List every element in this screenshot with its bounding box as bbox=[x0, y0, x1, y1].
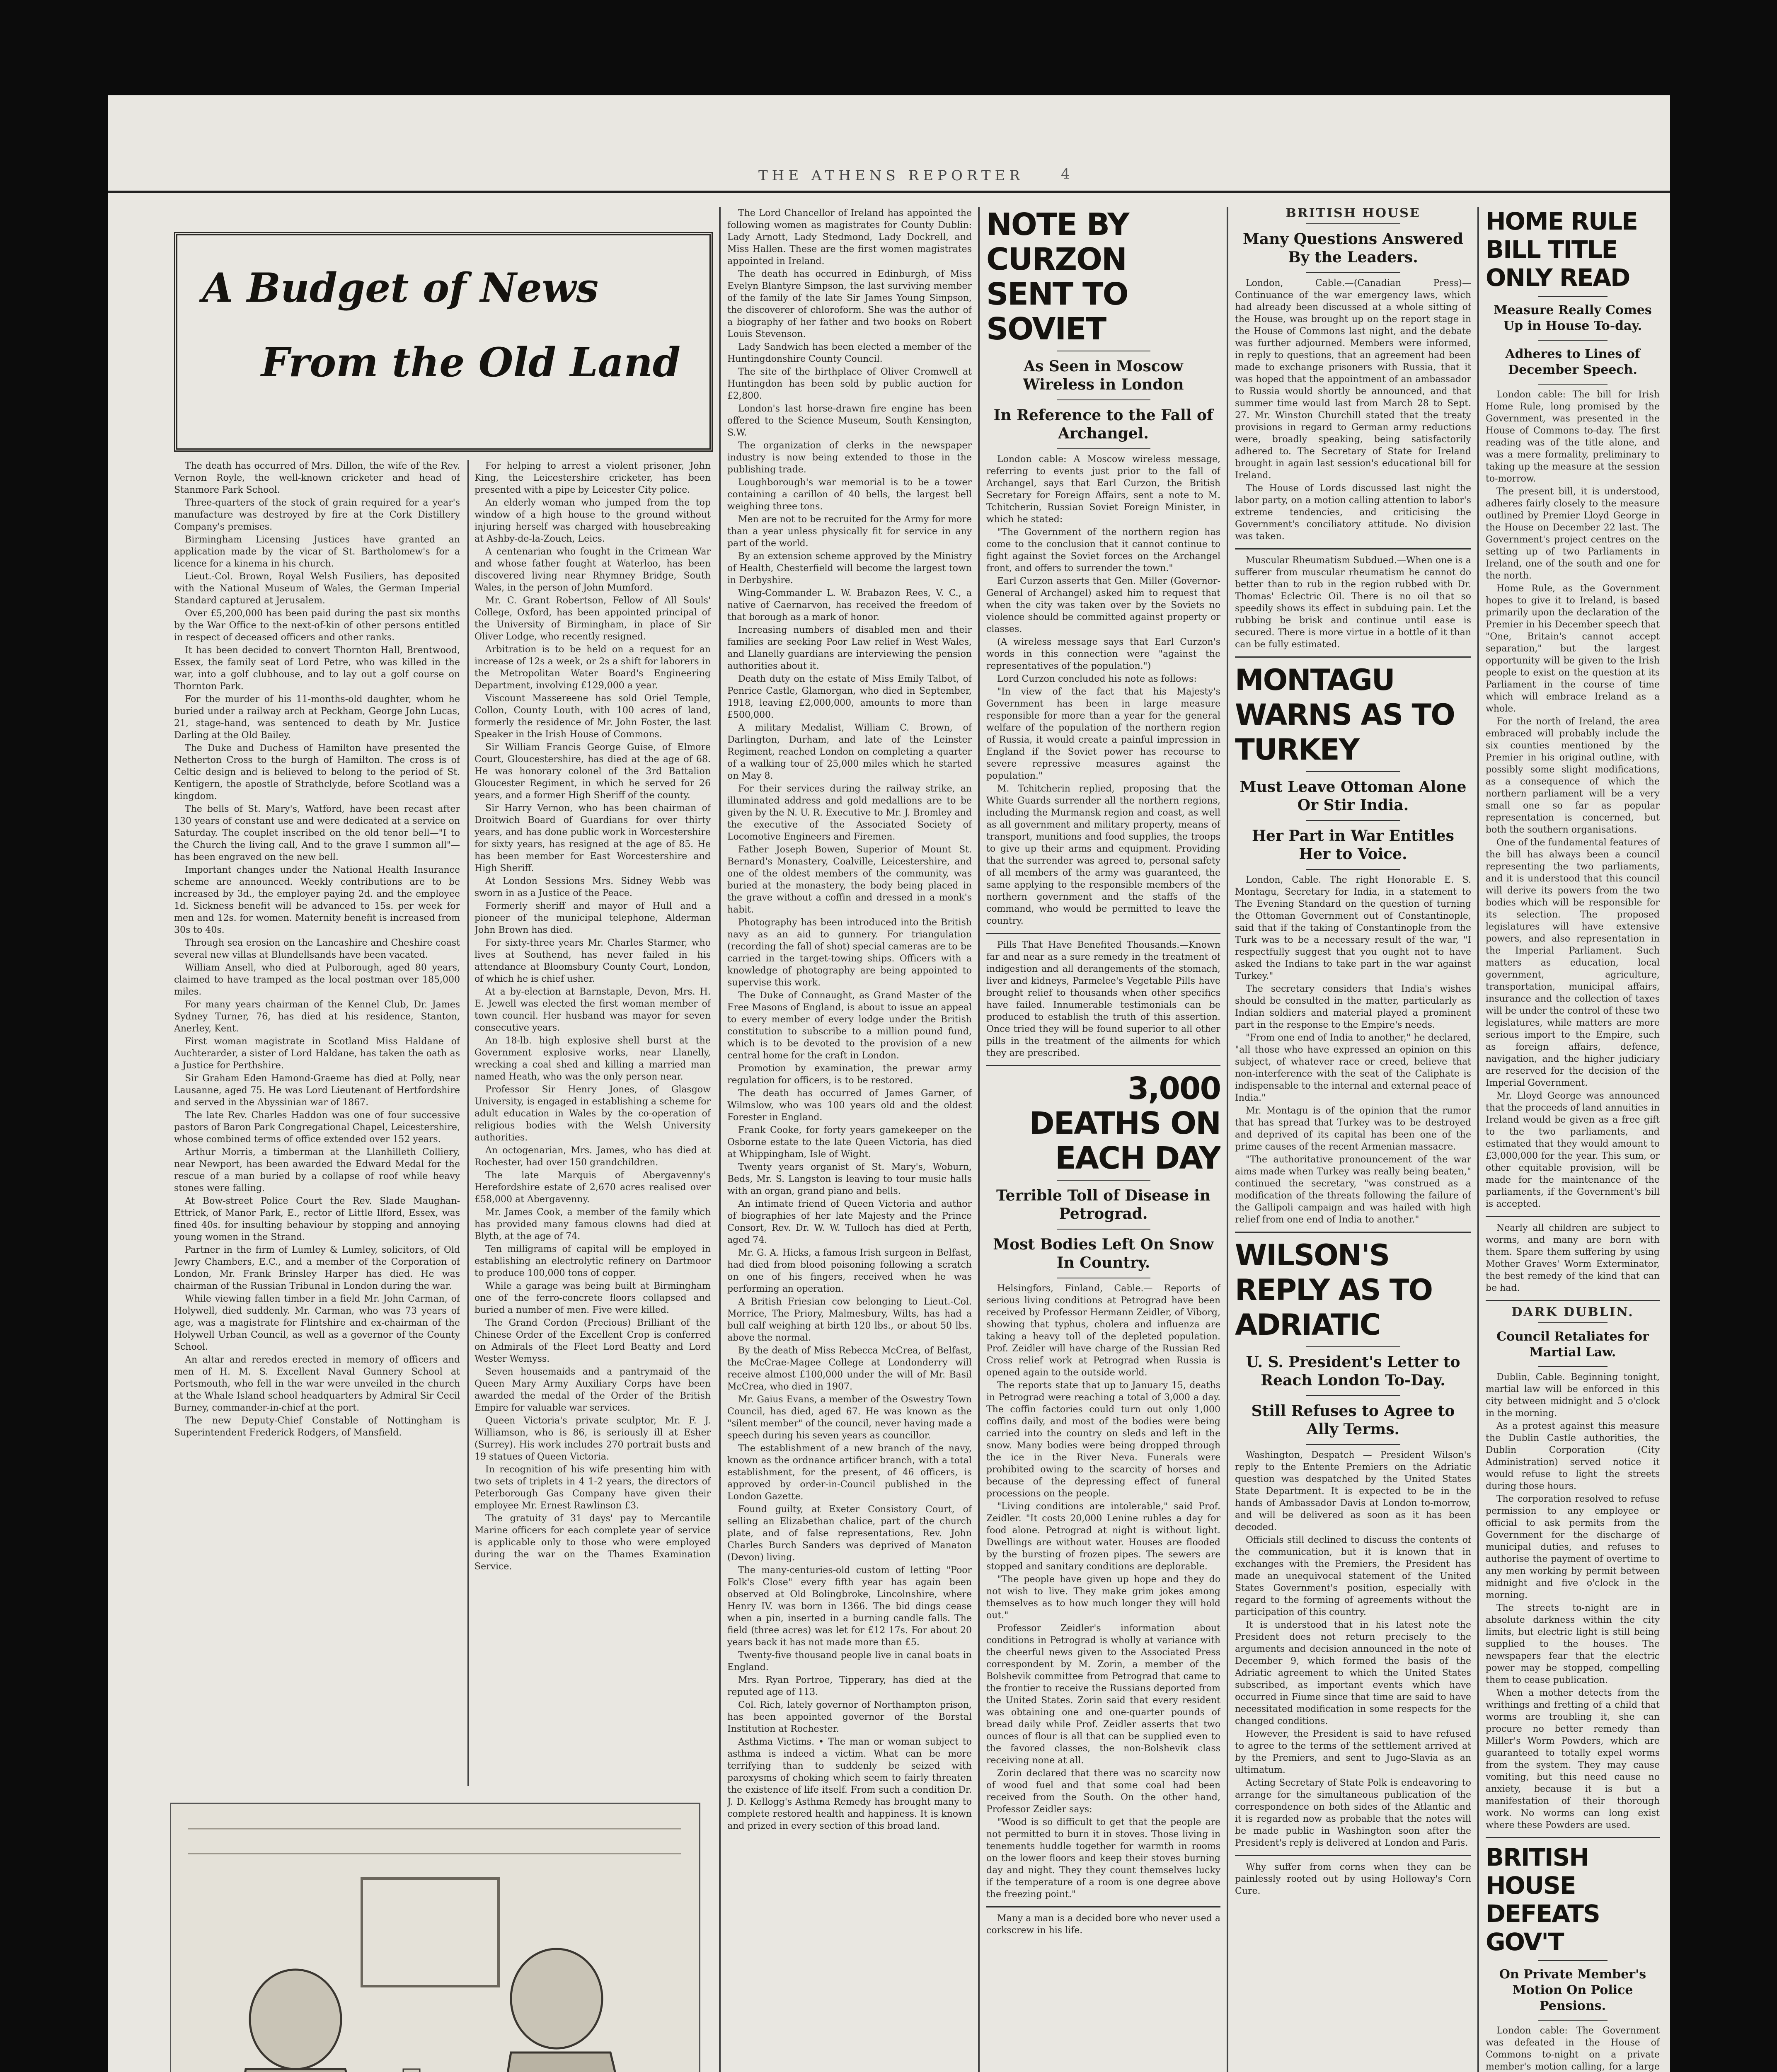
news-paragraph: Seven housemaids and a pantrymaid of the Queen Mary Army Auxiliary Corps have been awarded the medal of the Order of the British Empire for valuable war services. bbox=[475, 1367, 711, 1413]
news-paragraph: "The Government of the northern region has come to the conclusion that it cannot continue to fight against the Soviet forces on the Archangel front, and offers to surrender the town." bbox=[986, 527, 1220, 574]
column-rule bbox=[978, 207, 980, 2072]
news-paragraph: Loughborough's war memorial is to be a tower containing a carillon of 40 bells, the largest bell weighing three tons. bbox=[727, 477, 972, 512]
news-paragraph: When a mother detects from the writhings and fretting of a child that worms are troubling it, she can procure no better remedy than Miller's Worm Powders, which are guaranteed to totally expel worms from the system. They may cause vomiting, but this need cause no anxiety, because it is but a manifestation of their thorough work. No worms can long exist where these Powders are used. bbox=[1486, 1688, 1660, 1830]
masthead-title: THE ATHENS REPORTER bbox=[758, 167, 1024, 184]
montagu-deck-2: Her Part in War Entitles Her to Voice. bbox=[1252, 827, 1454, 863]
news-paragraph: Col. Rich, lately governor of Northampton prison, has been appointed governor of the Borstal Institution at Rochester. bbox=[727, 1700, 972, 1734]
news-paragraph: First woman magistrate in Scotland Miss Haldane of Auchterarder, a sister of Lord Haldane, has taken the oath as a Justice for Perthshire. bbox=[174, 1036, 460, 1071]
news-paragraph: Sir Harry Vernon, who has been chairman of Droitwich Board of Guardians for over thirty years, and has done public work in Worcestershire for sixty years, has resigned at the age of 85. He has been member for East Worcestershire and High Sheriff. bbox=[475, 803, 711, 874]
news-paragraph: The corporation resolved to refuse permission to any employee or official to ask permits from the Government for the discharge of municipal duties, and refuses to authorise the payment of overtime to any men working by permit between midnight and five o'clock in the morning. bbox=[1486, 1494, 1660, 1600]
news-paragraph: As a protest against this measure the Dublin Castle authorities, the Dublin Corporation (City Administration) served notice it would refuse to light the streets during those hours. bbox=[1486, 1421, 1660, 1491]
news-paragraph: Through sea erosion on the Lancashire and Cheshire coast several new villas at Blundellsands have been vacated. bbox=[174, 938, 460, 960]
news-paragraph: Sir Graham Eden Hamond-Graeme has died at Polly, near Lausanne, aged 75. He was Lord Lieutenant of Hertfordshire and served in the Abyssinian war of 1867. bbox=[174, 1073, 460, 1108]
news-paragraph: An altar and reredos erected in memory of officers and men of H. M. S. Excellent Naval Gunnery School at Portsmouth, who fell in the war were unveiled in the church at the Whale Island school headquarters by Admiral Sir Cecil Burney, commander-in-chief at the port. bbox=[174, 1355, 460, 1413]
news-paragraph: Lord Curzon concluded his note as follows: bbox=[997, 674, 1197, 684]
british-house-deck: Many Questions Answered By the Leaders. bbox=[1242, 230, 1464, 266]
news-paragraph: M. Tchitcherin replied, proposing that the White Guards surrender all the northern regions, including the Murmansk region and coast, as well as all government and military property, means of transport, munitions and food supplies, the troops to give up their arms and equipment. Providing that the surrender was agreed to, personal safety of all members of the army was guaranteed, the same applying to the responsible members of the northern government and the staffs of the command, who would be permitted to leave the country. bbox=[986, 784, 1220, 926]
petrograd-story bbox=[986, 1283, 1220, 1900]
news-paragraph: A British Friesian cow belonging to Lieut.-Col. Morrice, The Priory, Malmesbury, Wilts, has had a bull calf weighing at birth 120 lbs., or about 50 lbs. above the normal. bbox=[727, 1297, 972, 1343]
news-paragraph: Professor Zeidler's information about conditions in Petrograd is wholly at variance with the cheerful news given to the Associated Press correspondent by M. Zorin, a member of the Bolshevik committee from Petrograd that came to the frontier to receive the Russians deported from the United States. Zorin said that every resident was obtaining one and one-quarter pounds of bread daily while Prof. Zeidler asserts that two ounces of flour is all that can be supplied even to the favored classes, the non-Bolshevik class receiving none at all. bbox=[986, 1623, 1220, 1766]
home-rule-deck-1: Measure Really Comes Up in House To-day. bbox=[1494, 303, 1652, 333]
news-paragraph: However, the President is said to have refused to agree to the terms of the settlement arrived at by the Premiers, and sent to Jugo-Slavia as an ultimatum. bbox=[1235, 1729, 1471, 1775]
column-rule bbox=[467, 460, 469, 1786]
news-paragraph: It has been decided to convert Thornton Hall, Brentwood, Essex, the family seat of Lord Petre, who was killed in the war, into a golf clubhouse, and to lay out a golf course on Thornton Park. bbox=[174, 645, 460, 692]
news-paragraph: For sixty-three years Mr. Charles Starmer, who lives at Southend, has never failed in his attendance at Bloomsbury County Court, London, of which he is chief usher. bbox=[475, 938, 711, 984]
curzon-deck-2: In Reference to the Fall of Archangel. bbox=[993, 407, 1213, 442]
news-paragraph: Found guilty, at Exeter Consistory Court, of selling an Elizabethan chalice, part of the church plate, and of false representations, Rev. John Charles Burch Sanders was deprived of Manaton (Devon) living. bbox=[727, 1504, 972, 1563]
news-paragraph: (A wireless message says that Earl Curzon's words in this connection were "against the representatives of the population.") bbox=[986, 637, 1220, 671]
montagu-story bbox=[1235, 874, 1471, 1226]
news-paragraph: Wing-Commander L. W. Brabazon Rees, V. C., a native of Caernarvon, has received the freedom of that borough as a mark of honor. bbox=[727, 588, 972, 622]
news-paragraph: Mr. Montagu is of the opinion that the rumor that has spread that Turkey was to be destroyed and deprived of its capital has been one of the prime causes of the recent Armenian massacre. bbox=[1235, 1106, 1471, 1152]
news-paragraph: "The people have given up hope and they do not wish to live. They make grim jokes among themselves as to how much longer they will hold out." bbox=[986, 1574, 1220, 1621]
curzon-deck-1: As Seen in Moscow Wireless in London bbox=[1023, 358, 1184, 393]
news-paragraph: By an extension scheme approved by the Ministry of Health, Chesterfield will become the largest town in Derbyshire. bbox=[727, 551, 972, 586]
news-paragraph: Men are not to be recruited for the Army for more than a year unless physically fit for service in any part of the world. bbox=[727, 514, 972, 549]
news-paragraph: Photography has been introduced into the British navy as an aid to gunnery. For triangulation (recording the fall of shot) special cameras are to be carried in the target-towing ships. Officers with a knowledge of photography are being appointed to supervise this work. bbox=[727, 917, 972, 988]
news-paragraph: At London Sessions Mrs. Sidney Webb was sworn in as a Justice of the Peace. bbox=[475, 876, 711, 898]
news-paragraph: An elderly woman who jumped from the top window of a high house to the ground without injuring herself was charged with housebreaking at Ashby-de-la-Zouch, Leics. bbox=[475, 498, 711, 544]
column-rule bbox=[1477, 207, 1479, 2072]
wilson-deck-2: Still Refuses to Agree to Ally Terms. bbox=[1251, 1402, 1455, 1438]
news-paragraph: "The authoritative pronouncement of the war aims made when Turkey was really being beaten," continued the secretary, "was construed as a modification of the threats following the failure of the Gallipoli campaign and was hailed with high relief from one end of India to another." bbox=[1235, 1155, 1471, 1225]
news-paragraph: The many-centuries-old custom of letting "Poor Folk's Close" every fifth year has again been observed at Old Bolingbroke, Lincolnshire, where Henry IV. was born in 1366. The bid dings cease when a pin, inserted in a burning candle falls. The field (three acres) was let for £12 17s. For about 20 years back it has not made more than £5. bbox=[727, 1565, 972, 1648]
news-paragraph: Mrs. Ryan Portroe, Tipperary, has died at the reputed age of 113. bbox=[727, 1675, 972, 1697]
news-paragraph: Helsingfors, Finland, Cable.— Reports of serious living conditions at Petrograd have been received by Professor Hermann Zeidler, of Viborg, showing that typhus, cholera and influenza are taking a heavy toll of the depleted population. Prof. Zeidler will have charge of the Russian Red Cross relief work at Petrograd when Russia is opened again to the outside world. bbox=[986, 1283, 1220, 1378]
news-paragraph: The Grand Cordon (Precious) Brilliant of the Chinese Order of the Excellent Crop is conferred on Admirals of the Fleet Lord Beatty and Lord Wester Wemyss. bbox=[475, 1318, 711, 1364]
news-paragraph: Increasing numbers of disabled men and their families are seeking Poor Law relief in West Wales, and Llanelly guardians are interviewing the pension authorities about it. bbox=[727, 625, 972, 671]
news-paragraph: For many years chairman of the Kennel Club, Dr. James Sydney Turner, 76, has died at his residence, Stanton, Anerley, Kent. bbox=[174, 1000, 460, 1034]
news-paragraph: The organization of clerks in the newspaper industry is now being extended to those in the publishing trade. bbox=[727, 441, 972, 475]
news-paragraph: Partner in the firm of Lumley & Lumley, solicitors, of Old Jewry Chambers, E.C., and a member of the Corporation of London, Mr. Frank Brinsley Harper has died. He was chairman of the Russian Tribunal in London during the war. bbox=[174, 1245, 460, 1291]
news-paragraph: The new Deputy-Chief Constable of Nottingham is Superintendent Frederick Rodgers, of Mansfield. bbox=[174, 1416, 460, 1438]
british-house-title: BRITISH HOUSE bbox=[1286, 207, 1421, 220]
news-paragraph: Twenty-five thousand people live in canal boats in England. bbox=[727, 1650, 972, 1673]
news-paragraph: In recognition of his wife presenting him with two sets of triplets in 4 1-2 years, the directors of Peterborough Gas Company have given their employee Mr. Ernest Rawlinson £3. bbox=[475, 1464, 711, 1511]
dark-dublin-title: DARK DUBLIN. bbox=[1511, 1305, 1634, 1319]
news-paragraph: The late Marquis of Abergavenny's Herefordshire estate of 2,670 acres realised over £58,000 at Abergavenny. bbox=[475, 1170, 711, 1205]
masthead bbox=[108, 166, 1670, 193]
news-paragraph: London cable: A Moscow wireless message, referring to events just prior to the fall of Archangel, says that Earl Curzon, the British Secretary for Foreign Affairs, sent a note to M. Tchitcherin, Russian Soviet Foreign Minister, in which he stated: bbox=[986, 454, 1220, 525]
wilson-deck-1: U. S. President's Letter to Reach London To-Day. bbox=[1246, 1353, 1460, 1389]
news-paragraph: Dublin, Cable. Beginning tonight, martial law will be enforced in this city between midnight and 5 o'clock in the morning. bbox=[1486, 1372, 1660, 1418]
news-paragraph: The present bill, it is understood, adheres fairly closely to the measure outlined by Premier Lloyd George in the House on December 22 last. The Government's project centres on the setting up of two Parliaments in Ireland, one of the south and one for the north. bbox=[1486, 487, 1660, 581]
news-paragraph: Zorin declared that there was no scarcity now of wood fuel and that some coal had been received from the South. On the other hand, Professor Zeidler says: bbox=[986, 1768, 1220, 1815]
news-paragraph: While a garage was being built at Birmingham one of the ferro-concrete floors collapsed and buried a number of men. Five were killed. bbox=[475, 1281, 711, 1315]
dark-dublin-deck: Council Retaliates for Martial Law. bbox=[1496, 1329, 1649, 1360]
news-paragraph: Viscount Massereene has sold Oriel Temple, Collon, County Louth, with 100 acres of land, formerly the residence of Mr. John Foster, the last Speaker in the Irish House of Commons. bbox=[475, 693, 711, 740]
news-paragraph: Over £5,200,000 has been paid during the past six months by the War Office to the next-of-kin of other persons entitled in respect of deceased officers and other ranks. bbox=[174, 608, 460, 643]
news-paragraph: William Ansell, who died at Pulborough, aged 80 years, claimed to have tramped as the local postman over 185,000 miles. bbox=[174, 963, 460, 997]
deaths-headline: 3,000 DEATHS ON EACH DAY bbox=[1029, 1071, 1220, 1176]
news-paragraph: The Duke of Connaught, as Grand Master of the Free Masons of England, is about to issue an appeal to every member of every lodge under the British constitution to subscribe to a million pound fund, which is to be devoted to the provision of a new central home for the craft in London. bbox=[727, 990, 972, 1061]
cartoon bbox=[170, 1803, 700, 2072]
news-paragraph: Mr. Gaius Evans, a member of the Oswestry Town Council, has died, aged 67. He was known as the "silent member" of the council, never having made a speech during his seven years as councillor. bbox=[727, 1394, 972, 1441]
column-3-news-items bbox=[727, 207, 972, 2072]
news-paragraph: Queen Victoria's private sculptor, Mr. F. J. Williamson, who is 86, is seriously ill at Esher (Surrey). His work includes 270 portrait busts and 19 statues of Queen Victoria. bbox=[475, 1416, 711, 1462]
column-4 bbox=[986, 207, 1220, 2072]
news-paragraph: Twenty years organist of St. Mary's, Woburn, Beds, Mr. S. Langston is leaving to tour music halls with an organ, grand piano and bells. bbox=[727, 1162, 972, 1196]
news-paragraph: The Lord Chancellor of Ireland has appointed the following women as magistrates for County Dublin: Lady Arnott, Lady Stedmond, Lady Dockrell, and Miss Hallen. These are the first women magistrates appointed in Ireland. bbox=[727, 208, 972, 266]
news-paragraph: Officials still declined to discuss the contents of the communication, but it is known that in exchanges with the Premiers, the President has made an unequivocal statement of the United States Government's position, especially with regard to the forming of agreements without the participation of this country. bbox=[1235, 1535, 1471, 1617]
corn-cure-advert: Why suffer from corns when they can be painlessly rooted out by using Holloway's Corn Cure. bbox=[1235, 1862, 1471, 1896]
news-paragraph: Important changes under the National Health Insurance scheme are announced. Weekly contributions are to be increased by 3d., the employer paying 2d. and the employee 1d. Sickness benefit will be advanced to 15s. per week for men and 12s. for women. Maternity benefit is increased from 30s to 40s. bbox=[174, 865, 460, 935]
news-paragraph: The House of Lords discussed last night the labor party, on a motion calling attention to labor's extreme tendencies, and criticising the Government's conciliatory attitude. No division was taken. bbox=[1235, 483, 1471, 542]
montagu-deck-1: Must Leave Ottoman Alone Or Stir India. bbox=[1240, 778, 1467, 814]
news-paragraph: Formerly sheriff and mayor of Hull and a pioneer of the municipal telephone, Alderman John Brown has died. bbox=[475, 901, 711, 935]
news-paragraph: For the murder of his 11-months-old daughter, whom he buried under a railway arch at Peckham, George John Lucas, 21, stage-hand, was sentenced to death by Mr. Justice Darling at the Old Bailey. bbox=[174, 694, 460, 741]
news-paragraph: By the death of Miss Rebecca McCrea, of Belfast, the McCrae-Magee College at Londonderry will receive almost £100,000 under the will of Mr. Basil McCrea, who died in 1907. bbox=[727, 1346, 972, 1392]
news-paragraph: The site of the birthplace of Oliver Cromwell at Huntingdon has been sold by public auction for £2,800. bbox=[727, 367, 972, 401]
news-paragraph: For helping to arrest a violent prisoner, John King, the Leicestershire cricketer, has been presented with a pipe by Leicester City police. bbox=[475, 461, 711, 495]
news-paragraph: The gratuity of 31 days' pay to Mercantile Marine officers for each complete year of service is applicable only to those who were employed during the war on the Thames Examination Service. bbox=[475, 1513, 711, 1572]
wilson-story bbox=[1235, 1449, 1471, 1849]
home-rule-deck-2: Adheres to Lines of December Speech. bbox=[1505, 347, 1640, 377]
pills-advert: Pills That Have Benefited Thousands.—Known far and near as a sure remedy in the treatment of indigestion and all derangements of the stomach, liver and kidneys, Parmelee's Vegetable Pills have brought relief to thousands when other specifics have failed. Innumerable testimonials can be produced to establish the truth of this assertion. Once tried they will be found superior to all other pills in the treatment of the ailments for which they are prescribed. bbox=[986, 940, 1220, 1058]
news-paragraph: London, Cable.—(Canadian Press)—Continuance of the war emergency laws, which had already been discussed at a whole sitting of the House, was brought up on the report stage in the House of Commons last night, and the debate was further adjourned. Members were informed, in reply to questions, that an agreement had been made to exchange prisoners with Russia, that it was hoped that the appointment of an ambassador to Russia would shortly be announced, and that summer time would last from March 28 to Sept. 27. Mr. Winston Churchill stated that the treaty provisions in regard to German army reductions were, broadly speaking, being satisfactorily adhered to. The Secretary of State for Ireland brought in again last session's educational bill for Ireland. bbox=[1235, 278, 1471, 481]
news-paragraph: Arthur Morris, a timberman at the Llanhilleth Colliery, near Newport, has been awarded the Edward Medal for the rescue of a man buried by a collapse of roof while heavy stones were falling. bbox=[174, 1147, 460, 1193]
home-rule-headline: HOME RULE BILL TITLE ONLY READ bbox=[1486, 207, 1637, 292]
news-paragraph: Mr. C. Grant Robertson, Fellow of All Souls' College, Oxford, has been appointed principal of the University of Birmingham, in place of Sir Oliver Lodge, who recently resigned. bbox=[475, 595, 711, 642]
worm-advert: Nearly all children are subject to worms, and many are born with them. Spare them suffering by using Mother Graves' Worm Exterminator, the best remedy of the kind that can be had. bbox=[1486, 1223, 1660, 1293]
cartoon-illustration bbox=[170, 1803, 700, 2072]
budget-of-news-banner bbox=[174, 232, 713, 452]
news-paragraph: A centenarian who fought in the Crimean War and whose father fought at Waterloo, has been discovered living near Rhymney Bridge, South Wales, in the person of John Mumford. bbox=[475, 547, 711, 593]
news-paragraph: Birmingham Licensing Justices have granted an application made by the vicar of St. Bartholomew's for a licence for a kinema in his church. bbox=[174, 535, 460, 569]
wilson-headline: WILSON'S REPLY AS TO ADRIATIC bbox=[1235, 1238, 1432, 1342]
news-paragraph: Mr. Lloyd George was announced that the proceeds of land annuities in Ireland would be given as a free gift to the two parliaments, and estimated that they would amount to £3,000,000 for the year. This sum, or other equitable provision, will be made for the maintenance of the parliaments, if the Government's bill is accepted. bbox=[1486, 1091, 1660, 1209]
news-paragraph: Three-quarters of the stock of grain required for a year's manufacture was destroyed by fire at the Cork Distillery Company's premises. bbox=[174, 498, 460, 532]
news-paragraph: The Duke and Duchess of Hamilton have presented the Netherton Cross to the burgh of Hamilton. The cross is of Celtic design and is believed to belong to the period of St. Kentigern, the apostle of Strathclyde, before Scotland was a kingdom. bbox=[174, 743, 460, 801]
column-6 bbox=[1486, 207, 1660, 2072]
news-paragraph: London, Cable. The right Honorable E. S. Montagu, Secretary for India, in a statement to The Evening Standard on the question of turning the Ottoman Government out of Constantinople, said that if the taking of Constantinople from the Turk was to be a necessary result of the war, "I respectfully suggest that you ought not to have asked the Indians to take part in the war against Turkey." bbox=[1235, 875, 1471, 981]
news-paragraph: Asthma Victims. • The man or woman subject to asthma is indeed a victim. What can be more terrifying than to suddenly be seized with paroxysms of choking which seem to fairly threaten the existence of life itself. From such a condition Dr. J. D. Kellogg's Asthma Remedy has brought many to complete restored health and happiness. It is known and prized in every section of this broad land. bbox=[727, 1737, 972, 1831]
news-paragraph: Death duty on the estate of Miss Emily Talbot, of Penrice Castle, Glamorgan, who died in September, 1918, leaving £2,000,000, amounts to more than £500,000. bbox=[727, 674, 972, 720]
column-rule bbox=[1227, 207, 1228, 2072]
banner-line-2: From the Old Land bbox=[261, 339, 680, 386]
news-paragraph: For their services during the railway strike, an illuminated address and gold medallions are to be given by the N. U. R. Executive to Mr. J. Bromley and the executive of the Associated Society of Locomotive Engineers and Firemen. bbox=[727, 784, 972, 842]
defeats-govt-headline: BRITISH HOUSE DEFEATS GOV'T bbox=[1486, 1843, 1600, 1956]
montagu-headline: MONTAGU WARNS AS TO TURKEY bbox=[1235, 663, 1455, 767]
news-paragraph: Lady Sandwich has been elected a member of the Huntingdonshire County Council. bbox=[727, 342, 972, 364]
news-paragraph: "From one end of India to another," he declared, "all those who have expressed an opinion on this subject, of whatever race or creed, believe that non-interference with the seat of the Caliphate is indispensable to the internal and external peace of India." bbox=[1235, 1033, 1471, 1103]
news-paragraph: While viewing fallen timber in a field Mr. John Carman, of Holywell, died suddenly. Mr. Carman, who was 73 years of age, was a magistrate for Flintshire and ex-chairman of the Holywell Urban Council, as well as a governor of the County School. bbox=[174, 1294, 460, 1352]
column-rule bbox=[719, 207, 721, 2072]
news-paragraph: Home Rule, as the Government hopes to give it to Ireland, is based primarily upon the declaration of the Premier in his December speech that "One, Britain's cannot accept separation," but the largest opportunity will be given to the Irish people to exist on the question at its Parliament in the course of time which will embrace Ireland as a whole. bbox=[1486, 583, 1660, 714]
news-paragraph: The establishment of a new branch of the navy, known as the ordnance artificer branch, with a total establishment, for the present, of 46 officers, is approved by order-in-Council published in the London Gazette. bbox=[727, 1443, 972, 1502]
news-paragraph: The streets to-night are in absolute darkness within the city limits, but electric light is still being supplied to the houses. The newspapers fear that the electric power may be stopped, compelling them to cease publication. bbox=[1486, 1603, 1660, 1685]
banner-line-1: A Budget of News bbox=[202, 264, 599, 311]
column-1-news-items bbox=[174, 460, 460, 1790]
news-paragraph: London's last horse-drawn fire engine has been offered to the Science Museum, South Kensington, S.W. bbox=[727, 404, 972, 438]
news-paragraph: London cable: The bill for Irish Home Rule, long promised by the Government, was presented in the House of Commons to-day. The first reading was of the title alone, and was a mere formality, preliminary to taking up the measure at the session to-morrow. bbox=[1486, 390, 1660, 484]
deaths-deck-1: Terrible Toll of Disease in Petrograd. bbox=[996, 1187, 1210, 1222]
news-paragraph: Promotion by examination, the prewar army regulation for officers, is to be restored. bbox=[727, 1063, 972, 1086]
news-paragraph: One of the fundamental features of the bill has always been a council representing the two parliaments, and it is understood that this council will derive its powers from the two bodies which will be responsible for its selection. The proposed legislatures will have extensive powers, and also representation in the Imperial Parliament. Such matters as education, local government, agriculture, transportation, municipal affairs, insurance and the collection of taxes will be under the control of these two legislatures, while matters are more serious import to the Empire, such as foreign affairs, defence, navigation, and the higher judiciary are reserved for the decision of the Imperial Government. bbox=[1486, 838, 1660, 1088]
news-paragraph: The reports state that up to January 15, deaths in Petrograd were reaching a total of 3,000 a day. The coffin factories could turn out only 1,000 coffins daily, and most of the bodies were being carried into the country on sleds and left in the snow. Many bodies were being dropped through the ice in the River Neva. Funerals were prohibited owing to the scarcity of horses and because of the depressing effect of funeral processions on the people. bbox=[986, 1380, 1220, 1499]
column-2-news-items bbox=[475, 460, 711, 1790]
curzon-story bbox=[986, 453, 1220, 927]
news-paragraph: Earl Curzon asserts that Gen. Miller (Governor-General of Archangel) asked him to request that when the city was taken over by the Soviets no violence should be committed against property or classes. bbox=[986, 576, 1220, 634]
news-paragraph: Professor Sir Henry Jones, of Glasgow University, is engaged in establishing a scheme for adult education in Wales by the co-operation of religious bodies with the Welsh University authorities. bbox=[475, 1084, 711, 1143]
news-paragraph: London cable: The Government was defeated in the House of Commons to-night on a private member's motion calling, for a large bbox=[1486, 2026, 1660, 2072]
news-paragraph: At a by-election at Barnstaple, Devon, Mrs. H. E. Jewell was elected the first woman member of town council. Her husband was mayor for seven consecutive years. bbox=[475, 987, 711, 1033]
deaths-deck-2: Most Bodies Left On Snow In Country. bbox=[993, 1236, 1214, 1271]
news-paragraph: Acting Secretary of State Polk is endeavoring to arrange for the simultaneous publication of the correspondence on both sides of the Atlantic and it is regarded now as probable that the notes will be made public in Washington soon after the President's reply is delivered at London and Paris. bbox=[1235, 1778, 1471, 1848]
defeats-govt-deck: On Private Member's Motion On Police Pensions. bbox=[1499, 1967, 1646, 2013]
corkscrew-filler: Many a man is a decided bore who never used a corkscrew in his life. bbox=[986, 1913, 1220, 1936]
news-paragraph: Washington, Despatch — President Wilson's reply to the Entente Premiers on the Adriatic question was despatched by the United States State Department. It is expected to be in the hands of Ambassador Davis at London to-morrow, and will be delivered as soon as it has been decoded. bbox=[1235, 1450, 1471, 1532]
newspaper-page bbox=[108, 95, 1670, 2072]
news-paragraph: Mr. G. A. Hicks, a famous Irish surgeon in Belfast, had died from blood poisoning following a scratch on one of his fingers, received when he was performing an operation. bbox=[727, 1248, 972, 1294]
news-paragraph: An 18-lb. high explosive shell burst at the Government explosive works, near Llanelly, wrecking a coal shed and killing a married man named Heath, who was the only person near. bbox=[475, 1036, 711, 1082]
news-paragraph: It is understood that in his latest note the President does not return precisely to the arguments and decision announced in the note of December 9, which formed the basis of the Adriatic agreement to which the United States subscribed, as important events which have occurred in Fiume since that time are said to have necessitated modification in some respects for the changed conditions. bbox=[1235, 1620, 1471, 1726]
news-paragraph: The death has occurred in Edinburgh, of Miss Evelyn Blantyre Simpson, the last surviving member of the family of the late Sir James Young Simpson, the discoverer of chloroform. She was the author of a biography of her father and two books on Robert Louis Stevenson. bbox=[727, 269, 972, 339]
column-5 bbox=[1235, 207, 1471, 2072]
cartoon-drawing bbox=[171, 1804, 699, 2072]
curzon-headline: NOTE BY CURZON SENT TO SOVIET bbox=[986, 207, 1129, 347]
news-paragraph: The secretary considers that India's wishes should be consulted in the matter, particularly as Indian soldiers and material played a prominent part in the response to the Empire's needs. bbox=[1235, 984, 1471, 1030]
news-paragraph: For the north of Ireland, the area embraced will probably include the six counties mentioned by the Premier in his original outline, with possibly some slight modifications, as a consequence of which the northern parliament will be a very small one so far as popular representation is concerned, but both the southern organisations. bbox=[1486, 716, 1660, 835]
page-number: 4 bbox=[1061, 166, 1070, 182]
news-paragraph: An octogenarian, Mrs. James, who has died at Rochester, had over 150 grandchildren. bbox=[475, 1145, 711, 1168]
news-paragraph: Sir William Francis George Guise, of Elmore Court, Gloucestershire, has died at the age of 68. He was honorary colonel of the 3rd Battalion Gloucester Regiment, in which he served for 26 years, and a former High Sheriff of the county. bbox=[475, 742, 711, 801]
british-house-story bbox=[1235, 277, 1471, 542]
news-paragraph: The death has occurred of Mrs. Dillon, the wife of the Rev. Vernon Royle, the well-known cricketer and head of Stanmore Park School. bbox=[174, 461, 460, 495]
news-paragraph: The death has occurred of James Garner, of Wilmslow, who was 100 years old and the oldest Forester in England. bbox=[727, 1088, 972, 1123]
dark-dublin-story bbox=[1486, 1371, 1660, 1831]
news-paragraph: A military Medalist, William C. Brown, of Darlington, Durham, and late of the Leinster Regiment, reached London on completing a quarter of a walking tour of 25,000 miles which he started on May 8. bbox=[727, 723, 972, 781]
news-paragraph: "Living conditions are intolerable," said Prof. Zeidler. "It costs 20,000 Lenine rubles a day for food alone. Petrograd at night is without light. Dwellings are without water. Houses are flooded by the bursting of frozen pipes. The sewers are stopped and sanitary conditions are deplorable. bbox=[986, 1501, 1220, 1572]
news-paragraph: "In view of the fact that his Majesty's Government has been in large measure responsible for more than a year for the general welfare of the population of the northern region of Russia, it would create a painful impression in England if the Soviet power has recourse to severe repressive measures against the population." bbox=[986, 687, 1220, 781]
news-paragraph: Ten milligrams of capital will be employed in establishing an electrolytic refinery on Dartmoor to produce 100,000 tons of copper. bbox=[475, 1244, 711, 1278]
news-paragraph: Arbitration is to be held on a request for an increase of 12s a week, or 2s a shift for laborers in the Metropolitan Water Board's Engineering Department, involving £129,000 a year. bbox=[475, 644, 711, 691]
defeats-govt-story bbox=[1486, 2025, 1660, 2072]
news-paragraph: Mr. James Cook, a member of the family which has provided many famous clowns had died at Blyth, at the age of 74. bbox=[475, 1207, 711, 1242]
news-paragraph: Frank Cooke, for forty years gamekeeper on the Osborne estate to the late Queen Victoria, has died at Whippingham, Isle of Wight. bbox=[727, 1125, 972, 1159]
news-paragraph: Lieut.-Col. Brown, Royal Welsh Fusiliers, has deposited with the National Museum of Wales, the German Imperial Standard captured at Jerusalem. bbox=[174, 571, 460, 606]
news-paragraph: "Wood is so difficult to get that the people are not permitted to burn it in stoves. Those living in tenements huddle together for warmth in rooms on the lower floors and keep their stoves burning day and night. They they count themselves lucky if the temperature of a room is one degree above the freezing point." bbox=[986, 1817, 1220, 1900]
rheumatism-advert: Muscular Rheumatism Subdued.—When one is a sufferer from muscular rheumatism he cannot do better than to rub in the region rubbed with Dr. Thomas' Eclectric Oil. There is no oil that so speedily shows its effect in subduing pain. Let the rubbing be brisk and continue until ease is secured. There is more virtue in a bottle of it than can be fully estimated. bbox=[1235, 555, 1471, 650]
news-paragraph: At Bow-street Police Court the Rev. Slade Maughan-Ettrick, of Manor Park, E., rector of Little Ilford, Essex, was fined 40s. for insulting behaviour by stopping and annoying young women in the Strand. bbox=[174, 1196, 460, 1242]
home-rule-story bbox=[1486, 389, 1660, 1210]
news-paragraph: An intimate friend of Queen Victoria and author of biographies of her late Majesty and the Prince Consort, Rev. Dr. W. W. Tulloch has died at Perth, aged 74. bbox=[727, 1199, 972, 1245]
news-paragraph: The late Rev. Charles Haddon was one of four successive pastors of Baron Park Congregational Chapel, Leicestershire, whose combined terms of office extended over 152 years. bbox=[174, 1110, 460, 1145]
news-paragraph: Father Joseph Bowen, Superior of Mount St. Bernard's Monastery, Coalville, Leicestershire, and one of the oldest members of the community, was buried at the monastery, the body being placed in the grave without a coffin and dressed in a monk's habit. bbox=[727, 845, 972, 915]
news-paragraph: The bells of St. Mary's, Watford, have been recast after 130 years of constant use and were dedicated at a service on Saturday. The couplet inscribed on the old tenor bell—"I to the Church the living call, And to the grave I summon all"—has been engraved on the new bell. bbox=[174, 804, 460, 862]
